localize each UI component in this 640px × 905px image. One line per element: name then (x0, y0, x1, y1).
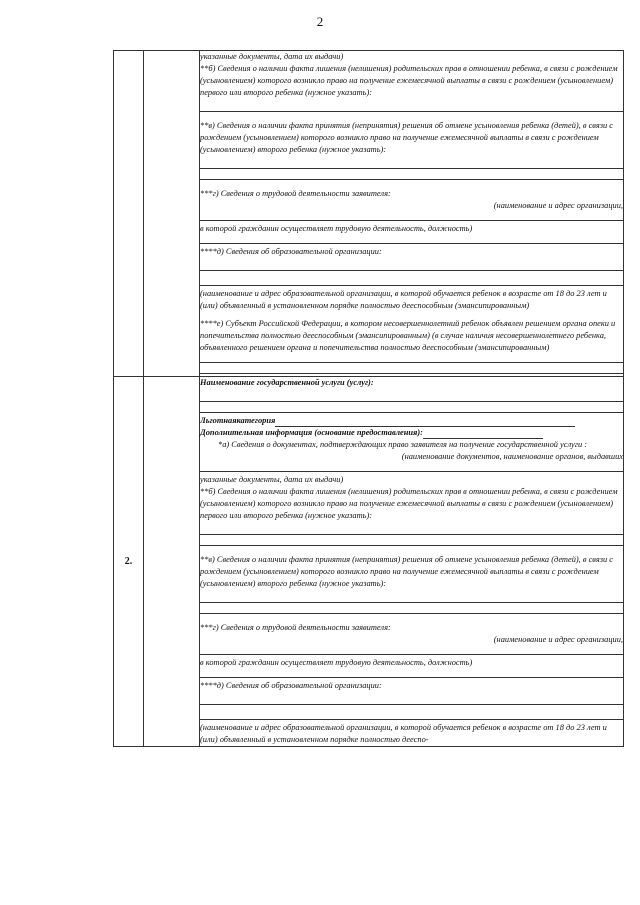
employment-hint: (наименование и адрес организации, (493, 635, 623, 644)
parental-rights-field[interactable] (200, 522, 623, 535)
education-text: ****д) Сведения об образовательной организации: (200, 247, 382, 256)
service-name-field[interactable] (200, 389, 623, 402)
service-name-field-2[interactable] (200, 404, 623, 413)
docs-continuation-text: указанные документы, дата их выдачи) (200, 52, 344, 61)
adoption-cancel-field-2[interactable] (200, 171, 623, 180)
education-field-2[interactable] (200, 273, 623, 286)
education-hint: (наименование и адрес образовательной организации, в которой обучается ребенок в возрасте от 18 до 23 лет и (или) объявленный в установленном порядке полностью дееспособным (эмансипированным) (200, 289, 607, 310)
education-hint: (наименование и адрес образовательной организации, в которой обучается ребенок в возрасте от 18 до 23 лет и (или) объявленный в установленном порядке полностью дееспо- (200, 723, 607, 744)
adoption-cancel-field[interactable] (200, 156, 623, 169)
docs-text: *а) Сведения о документах, подтверждающих право заявителя на получение государственной услуги : (218, 440, 588, 449)
employment-field[interactable] (200, 646, 623, 655)
application-form-table (113, 50, 624, 747)
docs-continuation-text: указанные документы, дата их выдачи) (200, 475, 344, 484)
form-row-2 (114, 377, 624, 747)
employment-hint-2: в которой гражданин осуществляет трудовую деятельность, должность) (200, 224, 473, 233)
education-field[interactable] (200, 692, 623, 705)
page-number: 2 (316, 14, 324, 29)
employment-field[interactable] (200, 212, 623, 221)
docs-field[interactable] (200, 463, 623, 472)
employment-field-2[interactable] (200, 669, 623, 678)
parental-rights-text: **б) Сведения о наличии факта лишения (нелишения) родительских прав в отношении ребенка, в связи с рождением (усыновлением) которого возникло право на получение ежемесячной выплаты в связи с рождением (усыновлением) первого или второго ребенка (нужное указать): (200, 487, 618, 520)
row-empty-cell (144, 377, 200, 747)
row-content-cell (200, 377, 624, 747)
benefit-category-label: Льготнаякатегория (200, 415, 623, 427)
adoption-cancel-text: **в) Сведения о наличии факта принятия (непринятия) решения об отмене усыновления ребенка (детей), в связи с рождением (усыновлением) которого возникло право на получение ежемесячной выплаты в связи с рождением (усыновлением) второго ребенка (нужное указать): (200, 555, 613, 588)
additional-info-label: Дополнительная информация (основание предоставления): (200, 427, 623, 439)
region-text: ****е) Субъект Российской Федерации, в котором несовершеннолетний ребенок объявлен решением органа опеки и попечительства полностью дееспособным (эмансипированным) (в случае наличия несовершеннолетнего ребенка, объявленного решением органа и попечительства полностью дееспособным (эмансипированным) (200, 319, 616, 352)
adoption-cancel-field[interactable] (200, 590, 623, 603)
row-number-cell (114, 51, 144, 377)
parental-rights-text: **б) Сведения о наличии факта лишения (нелишения) родительских прав в отношении ребенка, в связи с рождением (усыновлением) которого возникло право на получение ежемесячной выплаты в связи с рождением (усыновлением) первого или второго ребенка (нужное указать): (200, 64, 618, 97)
employment-text: ***г) Сведения о трудовой деятельности заявителя: (200, 623, 391, 632)
employment-hint-2: в которой гражданин осуществляет трудовую деятельность, должность) (200, 658, 473, 667)
education-field[interactable] (200, 258, 623, 271)
employment-hint: (наименование и адрес организации, (493, 201, 623, 210)
parental-rights-field[interactable] (200, 99, 623, 112)
row-content-cell (200, 51, 624, 377)
education-text: ****д) Сведения об образовательной организации: (200, 681, 382, 690)
adoption-cancel-text: **в) Сведения о наличии факта принятия (непринятия) решения об отмене усыновления ребенка (детей), в связи с рождением (усыновлением) которого возникло право на получение ежемесячной выплаты в связи с рождением (усыновлением) второго ребенка (нужное указать): (200, 121, 613, 154)
employment-text: ***г) Сведения о трудовой деятельности заявителя: (200, 189, 391, 198)
row-number-cell: 2. (114, 377, 144, 747)
service-name-label: Наименование государственной услуги (услуг): (200, 378, 374, 387)
docs-hint: (наименование документов, наименование органов, выдавших (401, 452, 623, 461)
region-field[interactable] (200, 354, 623, 363)
education-field-2[interactable] (200, 707, 623, 720)
region-field-2[interactable] (200, 365, 623, 374)
form-row-1 (114, 51, 624, 377)
parental-rights-field-2[interactable] (200, 537, 623, 546)
adoption-cancel-field-2[interactable] (200, 605, 623, 614)
row-empty-cell (144, 51, 200, 377)
employment-field-2[interactable] (200, 235, 623, 244)
